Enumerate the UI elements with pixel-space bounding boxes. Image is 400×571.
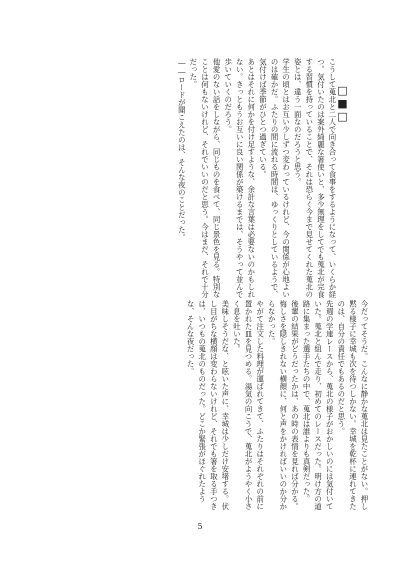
paragraph: こうして蒐北と二人で向き合って食事をするようになって、いくらか経つ。気付いたのは案外綺麗な箸使いと、多少無理をしてでも蒐北が完食する習慣を持っていることで、それは恐らく今まで見せてくれた蒐北の姿とは、違う一面なのだろうと思う。 [293,58,337,298]
paragraph: 他愛のない話をしながら、同じものを食べて、同じ景色を見る。特別なことは何もないけれど、それでいいのだと思う。今はまだ、それで十分だった。 [188,58,222,298]
paragraph: 先週の学連レースから、蒐北の様子がおかしいのには気付いていた。蒐北と組んで走り、初めてのレースだった。明け方の道路に集まった選手たちの中で、蒐北は誰よりも真剣だった。 [302,300,335,510]
paragraph: 美味しそうだな、と呟いた声に、幸城は少しだけ安堵する。伏し目がちな横顔は変わらないけれど、それでも箸を取る手つきは、いつもの蒐北のものだった。どこか緊張がほぐれたような、そんな夜だった。 [186,300,230,510]
section-marker: □■□ [336,84,349,123]
text-block-upper [62,58,338,302]
text-block-lower [40,300,370,512]
paragraph: 今だってそうだ。こんなに静かな蒐北は見たことがない。押し黙る様子に幸城も次を待つしかない。幸城を乾杯に連れてきたのは、自分の責任でもあるのだと思う。 [336,300,369,510]
paragraph: ――ロードが聞こえたのは、そんな夜のことだった。 [177,58,187,242]
paragraph: やがて注文した料理が運ばれてきて、ふたりはそれぞれの前に置かれた皿を見つめる。湯気の向こうで、蒐北がようやく小さく息を吐いた。 [232,300,265,510]
page-number: 5 [197,522,203,531]
paragraph: 学生の頃とはお互い少しずつ変わっているけれど、今の関係が心地よいのは確かだ。ふたりの間に流れる時間は、ゆっくりとしているようで、気付けば季節がひとつ過ぎている。 [258,58,291,298]
paragraph: あとはそれに何かを付け足すような、余計な言葉は必要ないのかもしれない。きっともうお互いに良い関係が築けるまでは、そうやって並んで歩いていくのだろう。 [223,58,256,298]
paragraph: 後輩の結果がどうだったかは、あの時の表情を見れば分かる。悔しさを隠しきれない横顔に、何と声をかければいいのか分からなかった。 [267,300,300,510]
